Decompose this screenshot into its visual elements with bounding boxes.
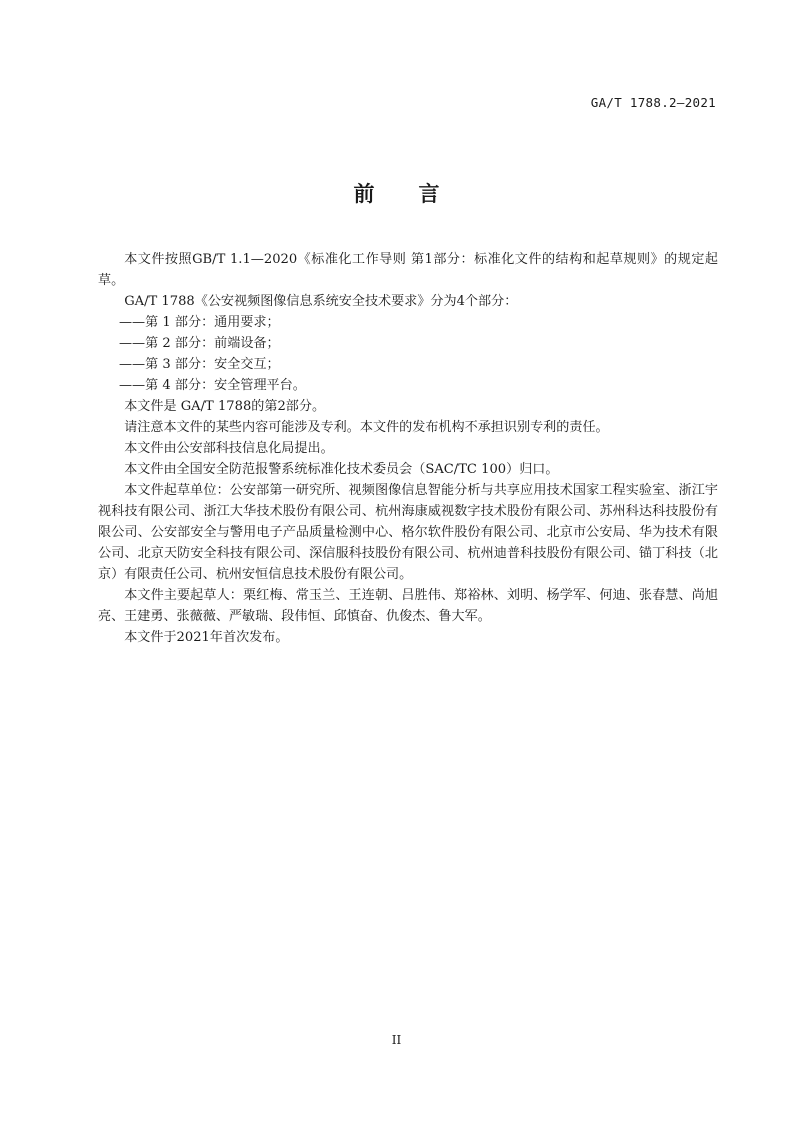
- list-item-part-3: ——第 3 部分：安全交互；: [118, 357, 280, 372]
- paragraph-proposed-by: 本文件由公安部科技信息化局提出。: [124, 441, 334, 456]
- paragraph-parts-intro: GA/T 1788《公安视频图像信息系统安全技术要求》分为4个部分：: [124, 294, 518, 309]
- paragraph-drafting-rules: 本文件按照GB/T 1.1—2020《标准化工作导则 第1部分：标准化文件的结构和起草规则》的规定起草。: [98, 252, 718, 288]
- list-item-part-1: ——第 1 部分：通用要求；: [118, 315, 280, 330]
- page-number: II: [391, 1033, 402, 1047]
- document-code: GA/T 1788.2—2021: [590, 95, 716, 110]
- paragraph-this-part: 本文件是 GA/T 1788的第2部分。: [124, 399, 326, 414]
- paragraph-first-release: 本文件于2021年首次发布。: [124, 630, 289, 645]
- foreword-body: [98, 249, 718, 648]
- paragraph-drafters: 本文件主要起草人：栗红梅、常玉兰、王连朝、吕胜伟、郑裕林、刘明、杨学军、何迪、张春慧、尚旭亮、王建勇、张薇薇、严敏瑞、段伟恒、邱慎奋、仇俊杰、鲁大军。: [98, 588, 718, 624]
- paragraph-centralized-by: 本文件由全国安全防范报警系统标准化技术委员会（SAC/TC 100）归口。: [124, 462, 559, 477]
- paragraph-patent-notice: 请注意本文件的某些内容可能涉及专利。本文件的发布机构不承担识别专利的责任。: [124, 420, 609, 435]
- list-item-part-4: ——第 4 部分：安全管理平台。: [118, 378, 306, 393]
- paragraph-drafting-units: 本文件起草单位：公安部第一研究所、视频图像信息智能分析与共享应用技术国家工程实验室、浙江宇视科技有限公司、浙江大华技术股份有限公司、杭州海康威视数字技术股份有限公司、苏州科达科技股份有限公司、公安部安全与警用电子产品质量检测中心、格尔软件股份有限公司、北京市公安局、华为技术有限公司、北京天防安全科技有限公司、深信服科技股份有限公司、杭州迪普科技股份有限公司、锚丁科技（北京）有限责任公司、杭州安恒信息技术股份有限公司。: [98, 483, 718, 582]
- page-title: 前言: [353, 182, 484, 206]
- list-item-part-2: ——第 2 部分：前端设备；: [118, 336, 280, 351]
